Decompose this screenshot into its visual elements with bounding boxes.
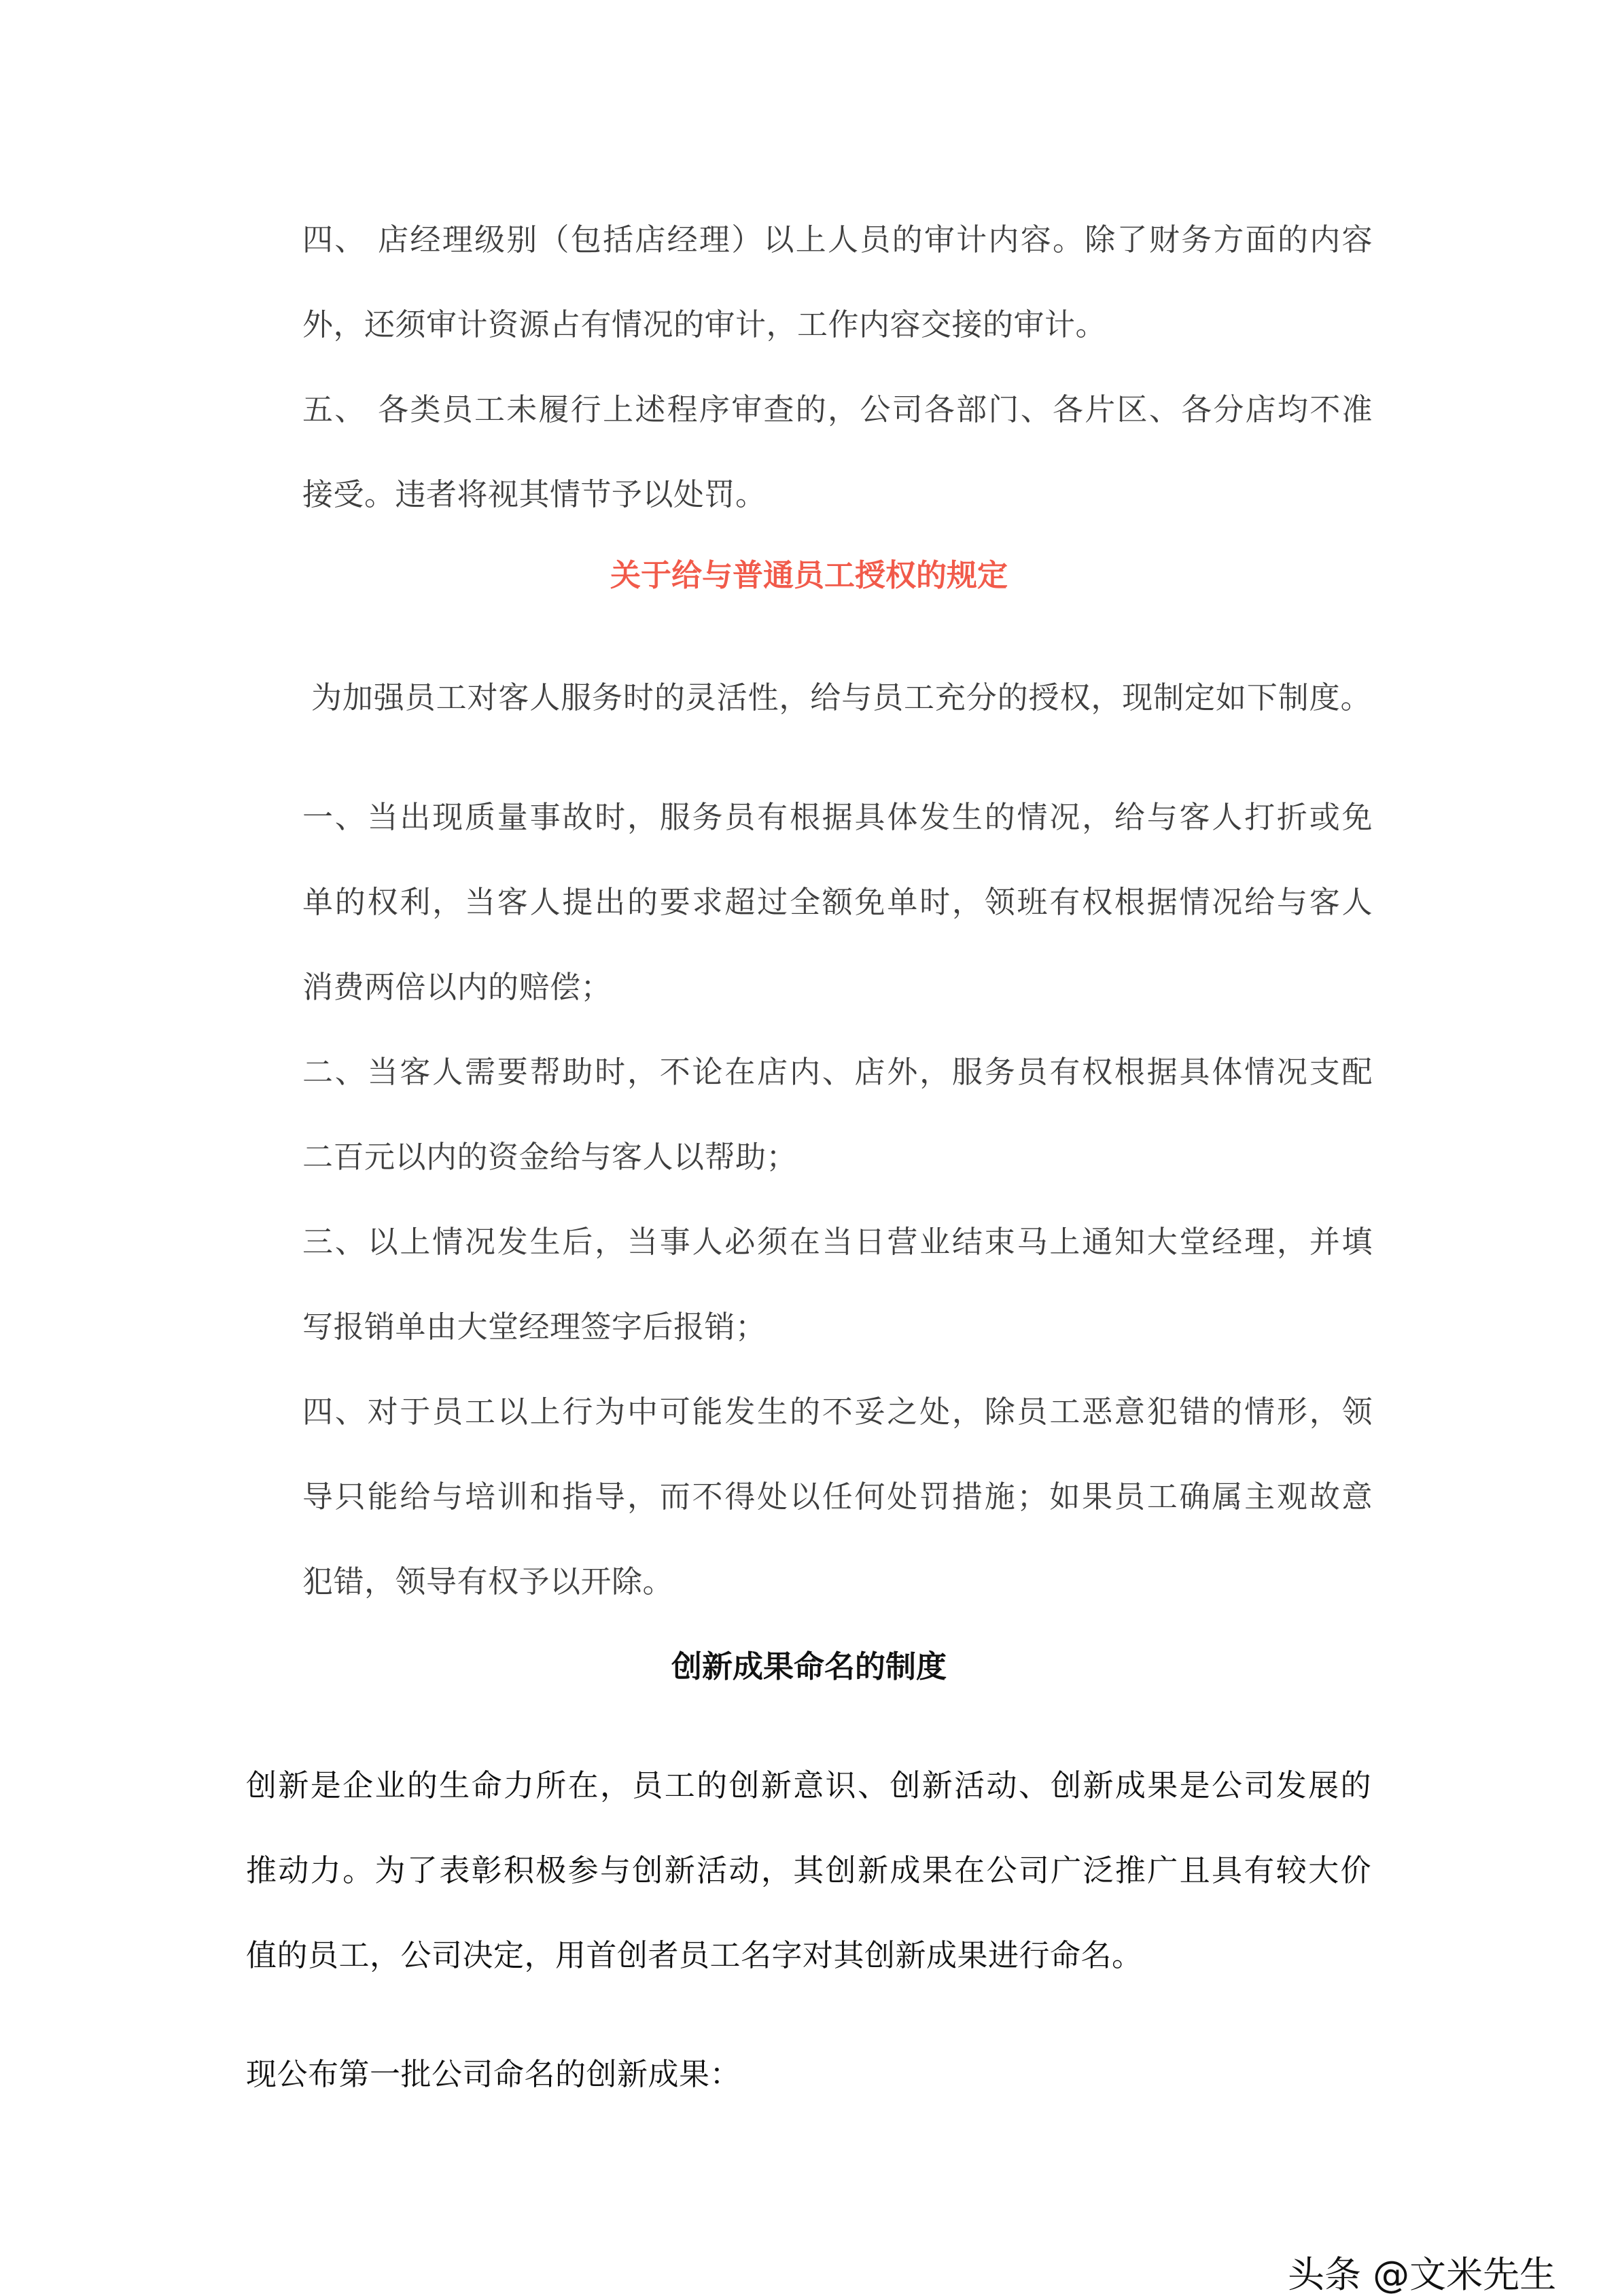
innovation-announcement: 现公布第一批公司命名的创新成果： bbox=[246, 2056, 741, 2092]
authorization-item-4-line-2: 导只能给与培训和指导，而不得处以任何处罚措施；如果员工确属主观故意 bbox=[302, 1479, 1373, 1515]
innovation-title: 创新成果命名的制度 bbox=[671, 1648, 947, 1684]
innovation-paragraph-line-1: 创新是企业的生命力所在，员工的创新意识、创新活动、创新成果是公司发展的 bbox=[246, 1767, 1371, 1803]
authorization-item-4-line-1: 四、对于员工以上行为中可能发生的不妥之处，除员工恶意犯错的情形，领 bbox=[302, 1394, 1373, 1430]
audit-item-4-line-1: 四、 店经理级别（包括店经理）以上人员的审计内容。除了财务方面的内容 bbox=[302, 222, 1373, 258]
authorization-item-3-line-1: 三、以上情况发生后，当事人必须在当日营业结束马上通知大堂经理，并填 bbox=[302, 1224, 1373, 1260]
audit-item-5-line-2: 接受。违者将视其情节予以处罚。 bbox=[302, 476, 767, 512]
authorization-item-2-line-1: 二、当客人需要帮助时，不论在店内、店外，服务员有权根据具体情况支配 bbox=[302, 1054, 1373, 1090]
authorization-intro: 为加强员工对客人服务时的灵活性，给与员工充分的授权，现制定如下制度。 bbox=[311, 679, 1371, 716]
audit-item-4-line-2: 外，还须审计资源占有情况的审计，工作内容交接的审计。 bbox=[302, 306, 1107, 342]
authorization-item-4-line-3: 犯错，领导有权予以开除。 bbox=[302, 1564, 674, 1600]
audit-item-5-line-1: 五、 各类员工未履行上述程序审查的，公司各部门、各片区、各分店均不准 bbox=[302, 391, 1373, 427]
innovation-paragraph-line-3: 值的员工，公司决定，用首创者员工名字对其创新成果进行命名。 bbox=[246, 1937, 1143, 1973]
innovation-paragraph-line-2: 推动力。为了表彰积极参与创新活动，其创新成果在公司广泛推广且具有较大价 bbox=[246, 1852, 1371, 1888]
authorization-item-2-line-2: 二百元以内的资金给与客人以帮助； bbox=[302, 1139, 798, 1175]
authorization-item-3-line-2: 写报销单由大堂经理签字后报销； bbox=[302, 1309, 767, 1345]
authorization-title: 关于给与普通员工授权的规定 bbox=[610, 557, 1008, 593]
authorization-item-1-line-2: 单的权利，当客人提出的要求超过全额免单时，领班有权根据情况给与客人 bbox=[302, 884, 1373, 920]
authorization-item-1-line-3: 消费两倍以内的赔偿； bbox=[302, 969, 612, 1005]
authorization-item-1-line-1: 一、当出现质量事故时，服务员有根据具体发生的情况，给与客人打折或免 bbox=[302, 799, 1373, 835]
watermark: 头条 @文米先生 bbox=[1288, 2253, 1557, 2296]
